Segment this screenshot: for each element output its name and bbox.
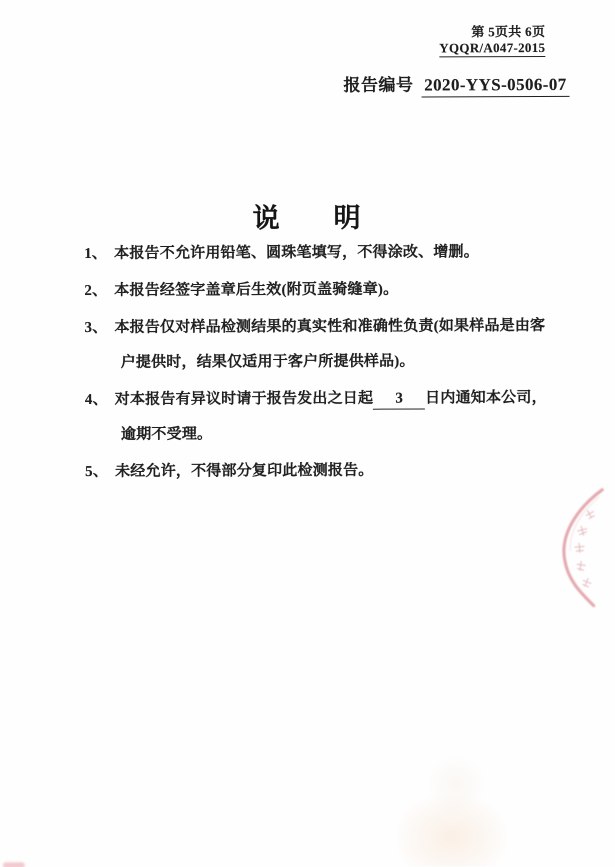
page-title: 说 明 xyxy=(252,202,361,234)
page-header xyxy=(439,24,545,57)
note-text: 本报告不允许用铅笔、圆珠笔填写，不得涂改、增删。 xyxy=(114,244,479,262)
report-number-line xyxy=(343,70,569,98)
notice-days-blank: 3 xyxy=(373,389,425,409)
scan-smudge-corner xyxy=(3,862,25,867)
note-number: 2、 xyxy=(84,282,108,299)
form-code-row xyxy=(439,40,545,57)
note-item-5 xyxy=(85,453,559,490)
notes-list xyxy=(84,235,559,492)
note-text-after: 日内通知本公司，逾期不受理。 xyxy=(120,389,547,443)
report-number-label: 报告编号 xyxy=(343,75,414,95)
scan-smudge xyxy=(426,754,486,814)
report-number-value: 2020-YYS-0506-07 xyxy=(421,75,570,98)
note-item-4 xyxy=(85,381,559,453)
note-item-3 xyxy=(84,309,558,381)
page-number: 第 5页共 6页 xyxy=(471,23,546,40)
note-number: 5、 xyxy=(85,463,109,480)
note-number: 1、 xyxy=(84,245,108,262)
note-text: 本报告仅对样品检测结果的真实性和准确性负责(如果样品是由客户提供时，结果仅适用于客户所提供样品)。 xyxy=(114,317,546,371)
note-text-before: 对本报告有异议时请于报告发出之日起 xyxy=(114,390,374,408)
note-item-1 xyxy=(84,235,558,272)
note-text: 未经允许，不得部分复印此检测报告。 xyxy=(115,462,374,480)
note-number: 3、 xyxy=(84,319,108,336)
note-text: 本报告经签字盖章后生效(附页盖骑缝章)。 xyxy=(114,281,399,299)
seal-arc xyxy=(564,490,603,606)
note-number: 4、 xyxy=(84,391,108,408)
red-seal-stamp-partial xyxy=(552,485,613,609)
seal-glyph-marks xyxy=(574,508,597,588)
note-item-2 xyxy=(84,272,558,309)
seal-arc-inner xyxy=(570,497,599,551)
form-code: YQQR/A047-2015 xyxy=(439,39,546,56)
